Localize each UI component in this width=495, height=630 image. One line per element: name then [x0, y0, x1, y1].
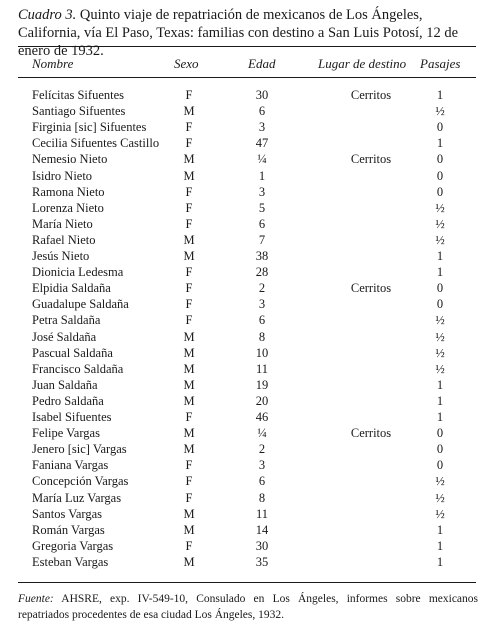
cell-nombre: María Nieto [32, 216, 93, 231]
table-row [0, 330, 495, 346]
cell-nombre: Concepción Vargas [32, 474, 129, 489]
cell-nombre: Cecilia Sifuentes Castillo [32, 136, 160, 151]
cell-sexo: F [185, 184, 193, 199]
cell-sexo: M [183, 361, 195, 376]
cell-edad: 28 [255, 265, 269, 280]
header-nombre: Nombre [32, 56, 74, 71]
header-edad: Edad [248, 56, 276, 71]
cell-pasajes: ½ [435, 506, 445, 521]
cell-edad: 3 [258, 184, 266, 199]
cell-pasajes: ½ [435, 474, 445, 489]
cell-edad: 6 [258, 216, 266, 231]
cell-sexo: F [185, 458, 193, 473]
cell-nombre: Firginia [sic] Sifuentes [32, 120, 147, 135]
cell-sexo: F [185, 313, 193, 328]
cell-pasajes: ½ [435, 232, 445, 247]
cell-pasajes: 0 [436, 458, 444, 473]
cell-nombre: Isidro Nieto [32, 168, 93, 183]
cell-nombre: Jenero [sic] Vargas [32, 442, 127, 457]
table-row [0, 394, 495, 410]
cell-nombre: Nemesio Nieto [32, 152, 108, 167]
cell-pasajes: 1 [436, 522, 444, 537]
table-row [0, 346, 495, 362]
cell-pasajes: ½ [435, 490, 445, 505]
cell-sexo: M [183, 522, 195, 537]
cell-nombre: Pedro Saldaña [32, 393, 104, 408]
cell-edad: 6 [258, 474, 266, 489]
cell-pasajes: 0 [436, 152, 444, 167]
table-row [0, 185, 495, 201]
table-row [0, 491, 495, 507]
cell-pasajes: ½ [435, 361, 445, 376]
cell-pasajes: 1 [436, 393, 444, 408]
table-row [0, 233, 495, 249]
header-rule [18, 77, 476, 78]
cell-sexo: M [183, 426, 195, 441]
cell-sexo: F [185, 265, 193, 280]
table-row [0, 426, 495, 442]
cell-edad: 47 [255, 136, 269, 151]
cell-nombre: María Luz Vargas [32, 490, 122, 505]
cell-sexo: M [183, 232, 195, 247]
header-lugar: Lugar de destino [318, 56, 407, 71]
cell-nombre: Petra Saldaña [32, 313, 101, 328]
cell-sexo: M [183, 393, 195, 408]
cell-pasajes: ½ [435, 329, 445, 344]
table-row [0, 88, 495, 104]
cell-nombre: Felícitas Sifuentes [32, 88, 124, 102]
cell-sexo: F [185, 120, 193, 135]
cell-sexo: F [185, 88, 193, 102]
table-row [0, 152, 495, 168]
cell-pasajes: 0 [436, 184, 444, 199]
cell-edad: 3 [258, 297, 266, 312]
cell-lugar: Cerritos [350, 426, 392, 441]
cell-pasajes: 1 [436, 88, 444, 102]
cell-pasajes: ½ [435, 216, 445, 231]
cell-pasajes: 0 [436, 168, 444, 183]
table-row [0, 474, 495, 490]
cell-edad: 46 [255, 410, 269, 424]
cell-sexo: M [183, 345, 195, 360]
cell-nombre: Gregoria Vargas [32, 538, 114, 553]
cell-sexo: M [183, 506, 195, 521]
cell-nombre: Santos Vargas [32, 506, 103, 521]
cell-pasajes: 1 [436, 136, 444, 151]
cell-nombre: Faniana Vargas [32, 458, 109, 473]
cell-pasajes: 0 [436, 281, 444, 296]
table-row [0, 217, 495, 233]
table-row [0, 136, 495, 152]
cell-lugar: Cerritos [350, 281, 392, 296]
cell-nombre: Francisco Saldaña [32, 361, 124, 376]
cell-edad: 1 [258, 168, 266, 183]
header-pasajes: Pasajes [420, 56, 461, 71]
cell-pasajes: 0 [436, 442, 444, 457]
cell-sexo: F [185, 538, 193, 553]
cell-lugar: Cerritos [350, 152, 392, 167]
cell-sexo: F [185, 297, 193, 312]
cell-edad: 38 [255, 249, 269, 263]
cell-edad: ¼ [257, 152, 267, 167]
cell-edad: 14 [255, 522, 269, 537]
cell-edad: 19 [255, 377, 269, 392]
cell-edad: 6 [258, 104, 266, 119]
table-row [0, 378, 495, 394]
table-row [0, 362, 495, 378]
cell-edad: 7 [258, 232, 266, 247]
cell-nombre: José Saldaña [32, 329, 97, 344]
table-row [0, 281, 495, 297]
cell-nombre: Esteban Vargas [32, 554, 109, 569]
cell-edad: 20 [255, 393, 269, 408]
cell-sexo: F [185, 490, 193, 505]
cell-pasajes: 0 [436, 120, 444, 135]
cell-edad: 8 [258, 329, 266, 344]
cell-edad: 5 [258, 200, 266, 215]
cell-sexo: F [185, 216, 193, 231]
cell-nombre: Jesús Nieto [32, 249, 90, 263]
table-row [0, 297, 495, 313]
cell-nombre: Felipe Vargas [32, 426, 100, 441]
table-row [0, 555, 495, 571]
table-row [0, 410, 495, 426]
cell-pasajes: ½ [435, 200, 445, 215]
cell-nombre: Dionicia Ledesma [32, 265, 124, 280]
cell-edad: ¼ [257, 426, 267, 441]
cell-edad: 2 [258, 281, 266, 296]
cell-pasajes: 1 [436, 410, 444, 424]
cell-nombre: Guadalupe Saldaña [32, 297, 129, 312]
cell-sexo: F [185, 281, 193, 296]
cell-edad: 2 [258, 442, 266, 457]
cell-nombre: Isabel Sifuentes [32, 410, 112, 424]
cell-nombre: Juan Saldaña [32, 377, 98, 392]
cell-edad: 11 [255, 361, 269, 376]
cell-edad: 3 [258, 120, 266, 135]
cell-pasajes: 0 [436, 297, 444, 312]
cell-nombre: Pascual Saldaña [32, 345, 113, 360]
cell-pasajes: ½ [435, 104, 445, 119]
cell-nombre: Ramona Nieto [32, 184, 105, 199]
cell-nombre: Elpidia Saldaña [32, 281, 111, 296]
table-row [0, 201, 495, 217]
cell-nombre: Santiago Sifuentes [32, 104, 126, 119]
cell-sexo: F [185, 474, 193, 489]
footnote-label: Fuente: [18, 593, 54, 605]
table-row [0, 249, 495, 265]
cell-edad: 3 [258, 458, 266, 473]
footnote [18, 591, 478, 623]
cell-edad: 8 [258, 490, 266, 505]
table-row [0, 104, 495, 120]
table-row [0, 539, 495, 555]
cell-sexo: M [183, 377, 195, 392]
cell-pasajes: 1 [436, 538, 444, 553]
cell-edad: 11 [255, 506, 269, 521]
cell-edad: 10 [255, 345, 269, 360]
cell-pasajes: 0 [436, 426, 444, 441]
cell-nombre: Lorenza Nieto [32, 200, 104, 215]
table-row [0, 169, 495, 185]
cell-pasajes: ½ [435, 345, 445, 360]
bottom-rule [18, 582, 476, 583]
table-row [0, 313, 495, 329]
table-caption [18, 6, 480, 60]
cell-pasajes: 1 [436, 377, 444, 392]
table-row [0, 523, 495, 539]
top-rule [18, 46, 476, 47]
header-sexo: Sexo [174, 56, 199, 71]
cell-edad: 30 [255, 538, 269, 553]
cell-sexo: M [183, 329, 195, 344]
cell-pasajes: ½ [435, 313, 445, 328]
table-row [0, 458, 495, 474]
cell-pasajes: 1 [436, 265, 444, 280]
cell-sexo: F [185, 410, 193, 424]
cell-nombre: Román Vargas [32, 522, 105, 537]
cell-edad: 6 [258, 313, 266, 328]
table-row [0, 442, 495, 458]
cell-pasajes: 1 [436, 249, 444, 263]
cell-lugar: Cerritos [350, 88, 392, 102]
caption-text: Quinto viaje de repatriación de mexicanos de Los Ángeles, California, vía El Paso, Texas: familias con destino a San Luis Potosí, 12 de enero de 1932. [18, 7, 459, 59]
cell-edad: 30 [255, 88, 269, 102]
cell-nombre: Rafael Nieto [32, 232, 96, 247]
cell-sexo: M [183, 249, 195, 263]
cell-edad: 35 [255, 554, 269, 569]
cell-sexo: M [183, 554, 195, 569]
cell-sexo: F [185, 200, 193, 215]
cell-sexo: M [183, 104, 195, 119]
table-row [0, 265, 495, 281]
footnote-text: AHSRE, exp. IV-549-10, Consulado en Los Ángeles, informes sobre mexicanos repatriados procedentes de esa ciudad Los Ángeles, 1932. [18, 593, 478, 621]
caption-label: Cuadro 3. [18, 7, 77, 23]
cell-sexo: M [183, 152, 195, 167]
table-row [0, 120, 495, 136]
cell-sexo: M [183, 168, 195, 183]
cell-pasajes: 1 [436, 554, 444, 569]
cell-sexo: F [185, 136, 193, 151]
cell-sexo: M [183, 442, 195, 457]
table-row [0, 507, 495, 523]
